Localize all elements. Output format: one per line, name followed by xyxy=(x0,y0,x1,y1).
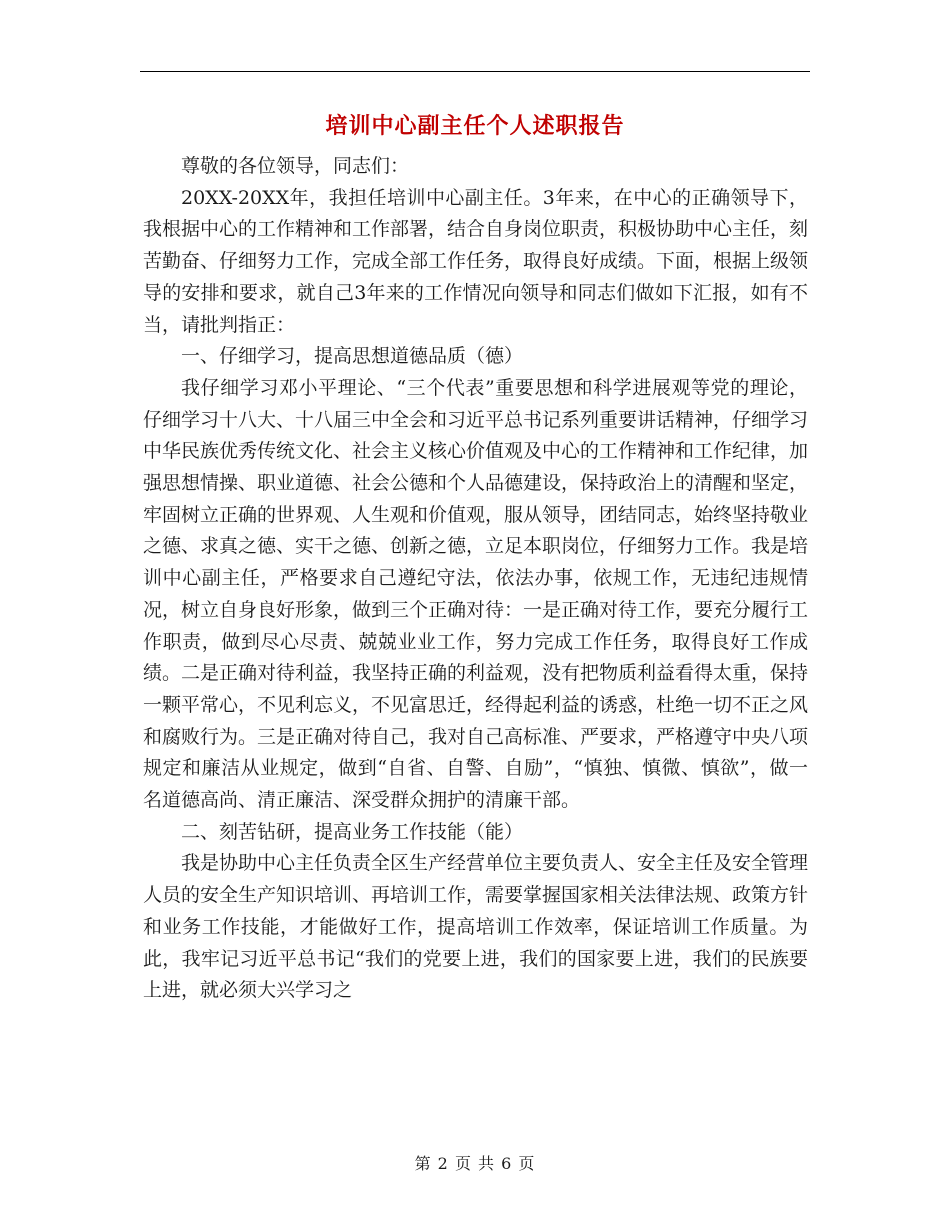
paragraph-intro: 20XX-20XX年，我担任培训中心副主任。3年来，在中心的正确领导下，我根据中心的工作精神和工作部署，结合自身岗位职责，积极协助中心主任，刻苦勤奋、仔细努力工作，完成全部工作任务，取得良好成绩。下面，根据上级领导的安排和要求，就自己3年来的工作情况向领导和同志们做如下汇报，如有不当，请批判指正： xyxy=(143,186,809,336)
section-heading-1: 一、仔细学习，提高思想道德品质（德） xyxy=(181,345,524,368)
paragraph-ability: 我是协助中心主任负责全区生产经营单位主要负责人、安全主任及安全管理人员的安全生产知识培训、再培训工作，需要掌握国家相关法律法规、政策方针和业务工作技能，才能做好工作，提高培训工作效率，保证培训工作质量。为此，我牢记习近平总书记“我们的党要上进，我们的国家要上进，我们的民族要上进，就必须大兴学习之 xyxy=(143,852,809,1002)
document-title: 培训中心副主任个人述职报告 xyxy=(325,113,625,139)
document-body xyxy=(143,151,808,1007)
header-rule xyxy=(140,71,810,72)
page-number: 第 2 页 共 6 页 xyxy=(414,1154,536,1173)
salutation: 尊敬的各位领导，同志们： xyxy=(181,155,410,177)
section-heading-2: 二、刻苦钻研，提高业务工作技能（能） xyxy=(181,820,524,843)
paragraph-virtue: 我仔细学习邓小平理论、“三个代表”重要思想和科学进展观等党的理论，仔细学习十八大、十八届三中全会和习近平总书记系列重要讲话精神，仔细学习中华民族优秀传统文化、社会主义核心价值观及中心的工作精神和工作纪律，加强思想情操、职业道德、社会公德和个人品德建设，保持政治上的清醒和坚定，牢固树立正确的世界观、人生观和价值观，服从领导，团结同志，始终坚持敬业之德、求真之德、实干之德、创新之德，立足本职岗位，仔细努力工作。我是培训中心副主任，严格要求自己遵纪守法，依法办事，依规工作，无违纪违规情况，树立自身良好形象，做到三个正确对待：一是正确对待工作，要充分履行工作职责，做到尽心尽责、兢兢业业工作，努力完成工作任务，取得良好工作成绩。二是正确对待利益，我坚持正确的利益观，没有把物质利益看得太重，保持一颗平常心，不见利忘义，不见富思迁，经得起利益的诱惑，杜绝一切不正之风和腐败行为。三是正确对待自己，我对自己高标准、严要求，严格遵守中央八项规定和廉洁从业规定，做到“自省、自警、自励”，“慎独、慎微、慎欲”，做一名道德高尚、清正廉洁、深受群众拥护的清廉干部。 xyxy=(143,376,809,812)
